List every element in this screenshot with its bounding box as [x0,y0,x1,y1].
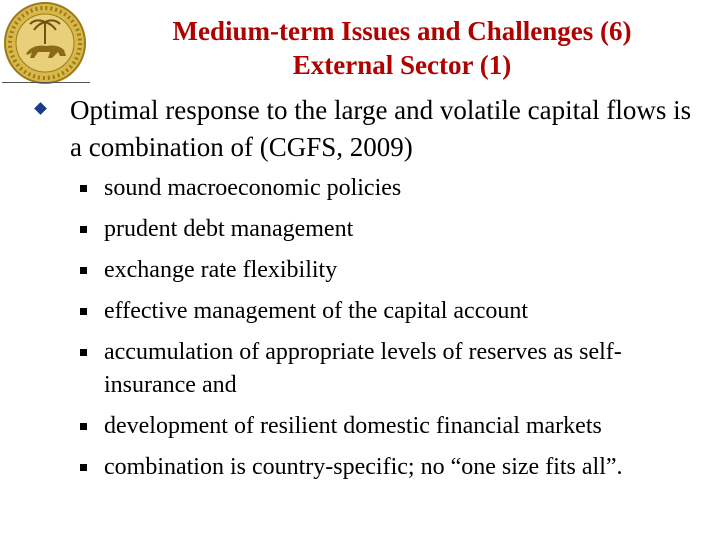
square-bullet-icon [80,464,87,471]
sub-bullet-list [80,172,700,492]
list-item [80,254,700,287]
list-item [80,213,700,246]
list-item [80,172,700,205]
list-item [80,336,700,402]
list-item-text: development of resilient domestic financial markets [104,413,602,439]
square-bullet-icon [80,423,87,430]
logo-divider [2,82,90,83]
list-item [80,295,700,328]
rbi-tiger-emblem-icon [2,0,88,86]
square-bullet-icon [80,226,87,233]
list-item-text: accumulation of appropriate levels of reserves as self-insurance and [104,339,622,398]
square-bullet-icon [80,185,87,192]
slide-title [92,14,712,82]
list-item-text: effective management of the capital account [104,298,529,324]
main-bullet [36,92,706,166]
list-item-text: sound macroeconomic policies [104,175,402,201]
title-line-2: External Sector (1) [292,50,512,80]
square-bullet-icon [80,308,87,315]
title-line-1: Medium-term Issues and Challenges (6) [172,16,632,46]
list-item [80,451,700,484]
list-item [80,410,700,443]
main-bullet-text: Optimal response to the large and volatile capital flows is a combination of (CGFS, 2009) [70,95,692,162]
list-item-text: prudent debt management [104,216,354,242]
square-bullet-icon [80,267,87,274]
square-bullet-icon [80,349,87,356]
list-item-text: exchange rate flexibility [104,257,338,283]
rbi-logo [2,0,88,86]
list-item-text: combination is country-specific; no “one size fits all”. [104,454,623,480]
